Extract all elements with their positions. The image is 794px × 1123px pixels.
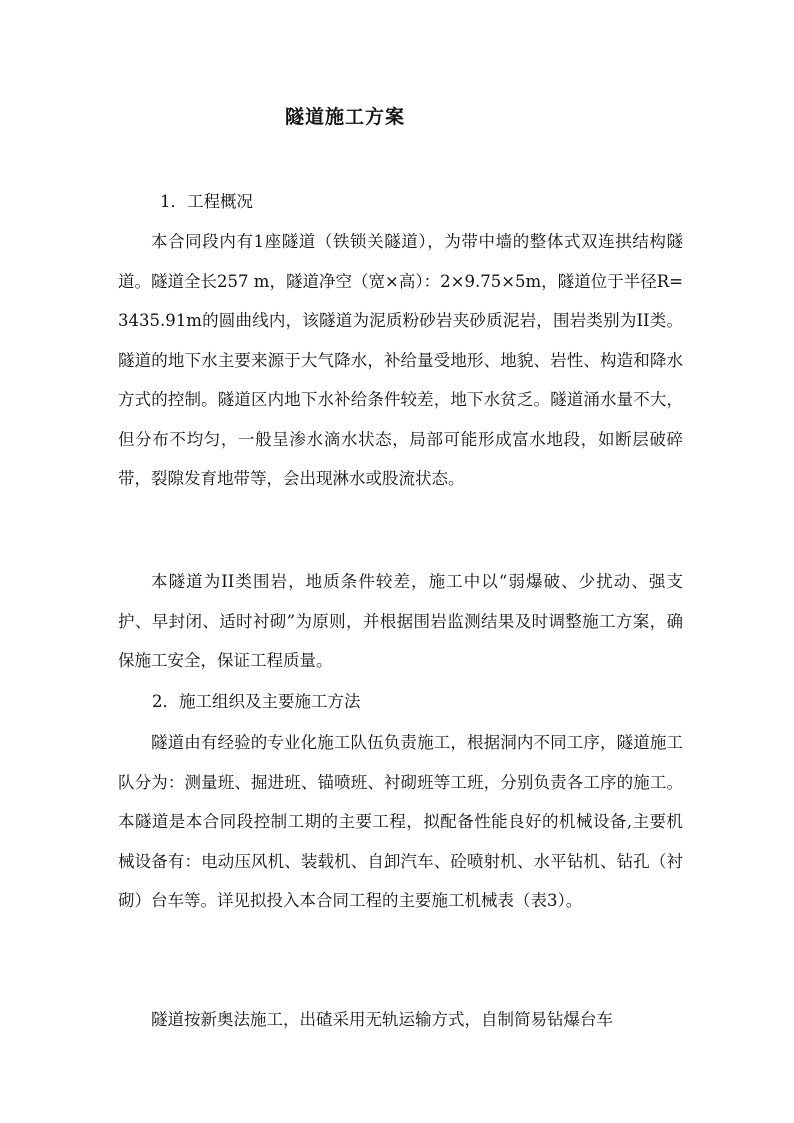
paragraph-principle: 本隧道为II类围岩，地质条件较差，施工中以“弱爆破、少扰动、强支护、早封闭、适时衬砌”为原则，并根据围岩监测结果及时调整施工方案，确保施工安全，保证工程质量。 (118, 572, 683, 670)
paragraph-method: 隧道按新奥法施工，出碴采用无轨运输方式，自制简易钻爆台车 (151, 1010, 613, 1029)
paragraph-organization: 隧道由有经验的专业化施工队伍负责施工，根据洞内不同工序，隧道施工队分为：测量班、掘进班、锚喷班、衬砌班等工班，分别负责各工序的施工。本隧道是本合同段控制工期的主要工程，拟配备性能良好的机械设备,主要机械设备有：电动压风机、装载机、自卸汽车、砼喷射机、水平钻机、钻孔（衬砌）台车等。详见拟投入本合同工程的主要施工机械表（表3）。 (118, 733, 683, 910)
paragraph-overview: 本合同段内有1座隧道（铁锁关隧道），为带中墙的整体式双连拱结构隧道。隧道全长257 m，隧道净空（宽×高）：2×9.75×5m，隧道位于半径R=3435.91m的圆曲线内，该隧道为泥质粉砂岩夹砂质泥岩，围岩类别为II类。隧道的地下水主要来源于大气降水，补给量受地形、地貌、岩性、构造和降水方式的控制。隧道区内地下水补给条件较差，地下水贫乏。隧道涌水量不大，但分布不均匀，一般呈渗水滴水状态，局部可能形成富水地段，如断层破碎带，裂隙发育地带等，会出现淋水或股流状态。 (118, 232, 683, 488)
section-heading-1: 1．工程概况 (160, 192, 253, 211)
document-title: 隧道施工方案 (284, 106, 405, 128)
section-heading-2: 2．施工组织及主要施工方法 (152, 692, 361, 711)
